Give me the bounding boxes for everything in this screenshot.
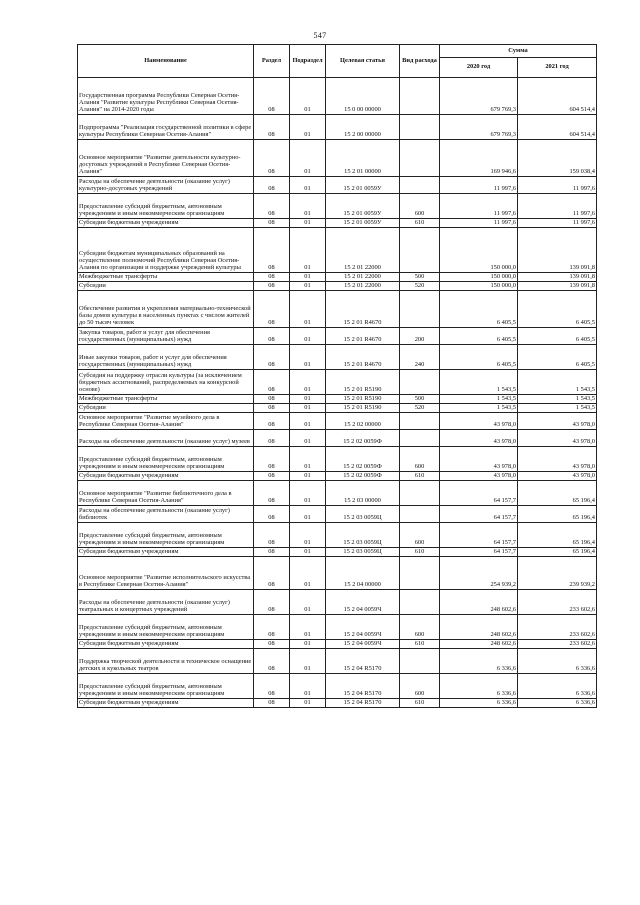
row-name: Межбюджетные трансферты [78,273,254,282]
row-subsection: 01 [290,219,326,228]
row-subsection: 01 [290,472,326,481]
row-article: 15 2 02 0059Ф [326,472,400,481]
row-sum-2020: 248 602,6 [440,640,518,649]
row-section: 08 [254,413,290,430]
row-expense-type [400,140,440,177]
row-section: 08 [254,649,290,674]
row-expense-type: 600 [400,674,440,699]
row-sum-2021: 65 196,4 [518,506,597,523]
row-name: Субсидии бюджетам муниципальных образований на осуществление полномочий Республики Северная Осетия-Алания по организации и поддержке учреждений культуры [78,228,254,273]
row-expense-type: 610 [400,699,440,708]
row-expense-type [400,78,440,115]
table-row [78,430,597,447]
row-expense-type: 600 [400,615,440,640]
row-sum-2020: 64 157,7 [440,523,518,548]
row-name: Расходы на обеспечение деятельности (оказание услуг) библиотек [78,506,254,523]
row-sum-2020: 6 405,5 [440,328,518,345]
table-header [78,45,597,78]
row-sum-2021: 604 514,4 [518,78,597,115]
row-expense-type: 520 [400,282,440,291]
row-name: Предоставление субсидий бюджетным, автономным учреждениям и иным некоммерческим организациям [78,674,254,699]
table-row [78,282,597,291]
table-row [78,640,597,649]
row-sum-2020: 11 997,6 [440,177,518,194]
row-expense-type: 610 [400,472,440,481]
row-article: 15 2 04 R5170 [326,649,400,674]
row-sum-2021: 6 336,6 [518,674,597,699]
row-sum-2020: 43 978,0 [440,430,518,447]
row-subsection: 01 [290,370,326,395]
row-subsection: 01 [290,291,326,328]
row-subsection: 01 [290,140,326,177]
row-subsection: 01 [290,481,326,506]
row-sum-2021: 43 978,0 [518,430,597,447]
row-sum-2020: 43 978,0 [440,447,518,472]
row-sum-2021: 11 997,6 [518,219,597,228]
row-article: 15 2 01 R5190 [326,395,400,404]
row-article: 15 2 01 R4670 [326,291,400,328]
row-section: 08 [254,140,290,177]
row-name: Предоставление субсидий бюджетным, автономным учреждениям и иным некоммерческим организациям [78,447,254,472]
row-subsection: 01 [290,523,326,548]
row-section: 08 [254,282,290,291]
row-sum-2020: 11 997,6 [440,194,518,219]
table-row [78,506,597,523]
row-name: Межбюджетные трансферты [78,395,254,404]
row-name: Основное мероприятие "Развитие деятельности культурно-досуговых учреждений в Республике Северная Осетия-Алания" [78,140,254,177]
row-article: 15 2 02 0059Ф [326,430,400,447]
row-section: 08 [254,674,290,699]
row-name: Предоставление субсидий бюджетным, автономным учреждениям и иным некоммерческим организациям [78,523,254,548]
table-row [78,345,597,370]
row-subsection: 01 [290,78,326,115]
row-sum-2020: 6 336,6 [440,649,518,674]
row-article: 15 2 00 00000 [326,115,400,140]
row-expense-type [400,430,440,447]
row-expense-type [400,177,440,194]
row-name: Обеспечение развития и укрепления материально-технической базы домов культуры в населенных пунктах с числом жителей до 50 тысяч человек [78,291,254,328]
row-section: 08 [254,115,290,140]
row-sum-2021: 159 038,4 [518,140,597,177]
row-subsection: 01 [290,395,326,404]
table-row [78,177,597,194]
row-article: 15 2 03 00000 [326,481,400,506]
row-article: 15 2 01 R4670 [326,345,400,370]
row-sum-2020: 6 336,6 [440,674,518,699]
row-sum-2020: 254 939,2 [440,557,518,590]
row-section: 08 [254,219,290,228]
row-section: 08 [254,291,290,328]
header-subsection: Подраздел [290,45,326,78]
row-sum-2021: 1 543,5 [518,370,597,395]
row-section: 08 [254,615,290,640]
row-section: 08 [254,345,290,370]
row-expense-type [400,228,440,273]
table-row [78,615,597,640]
row-article: 15 2 01 R5190 [326,370,400,395]
table-row [78,590,597,615]
row-sum-2020: 6 405,5 [440,291,518,328]
row-sum-2021: 1 543,5 [518,395,597,404]
row-sum-2021: 139 091,8 [518,273,597,282]
row-expense-type [400,481,440,506]
row-expense-type: 500 [400,395,440,404]
row-section: 08 [254,472,290,481]
table-row [78,481,597,506]
row-subsection: 01 [290,345,326,370]
row-name: Субсидии бюджетным учреждениям [78,699,254,708]
header-year-2021: 2021 год [518,58,597,78]
row-sum-2021: 604 514,4 [518,115,597,140]
row-subsection: 01 [290,590,326,615]
row-article: 15 2 02 00000 [326,413,400,430]
table-row [78,548,597,557]
row-subsection: 01 [290,674,326,699]
row-name: Предоставление субсидий бюджетным, автономным учреждениям и иным некоммерческим организациям [78,615,254,640]
row-sum-2020: 11 997,6 [440,219,518,228]
row-sum-2021: 6 405,5 [518,345,597,370]
row-sum-2020: 6 405,5 [440,345,518,370]
row-sum-2020: 43 978,0 [440,472,518,481]
row-article: 15 2 04 0059Ч [326,640,400,649]
row-sum-2020: 1 543,5 [440,370,518,395]
row-expense-type: 610 [400,548,440,557]
row-name: Поддержка творческой деятельности и техническое оснащение детских и кукольных театров [78,649,254,674]
row-expense-type [400,370,440,395]
row-section: 08 [254,328,290,345]
row-sum-2020: 248 602,6 [440,615,518,640]
row-expense-type: 200 [400,328,440,345]
row-sum-2020: 43 978,0 [440,413,518,430]
row-sum-2020: 1 543,5 [440,395,518,404]
row-subsection: 01 [290,404,326,413]
row-sum-2020: 150 000,0 [440,273,518,282]
table-row [78,557,597,590]
row-subsection: 01 [290,328,326,345]
row-article: 15 2 01 22000 [326,282,400,291]
row-expense-type: 520 [400,404,440,413]
row-section: 08 [254,430,290,447]
row-expense-type [400,557,440,590]
table-row [78,78,597,115]
table-row [78,472,597,481]
row-article: 15 2 01 22000 [326,273,400,282]
table-row [78,523,597,548]
row-expense-type: 610 [400,219,440,228]
row-name: Предоставление субсидий бюджетным, автономным учреждениям и иным некоммерческим организациям [78,194,254,219]
header-section: Раздел [254,45,290,78]
row-name: Субсидии бюджетным учреждениям [78,548,254,557]
row-name: Подпрограмма "Реализация государственной политики в сфере культуры Республики Северная Осетия-Алания" [78,115,254,140]
budget-table [77,44,597,708]
row-sum-2021: 1 543,5 [518,404,597,413]
row-section: 08 [254,523,290,548]
table-row [78,228,597,273]
row-name: Расходы на обеспечение деятельности (оказание услуг) музеев [78,430,254,447]
table-row [78,115,597,140]
row-section: 08 [254,481,290,506]
table-row [78,219,597,228]
row-article: 15 2 03 0059Ц [326,506,400,523]
row-name: Основное мероприятие "Развитие библиотечного дела в Республике Северная Осетия-Алания" [78,481,254,506]
row-section: 08 [254,506,290,523]
row-subsection: 01 [290,649,326,674]
row-name: Субсидии [78,404,254,413]
row-expense-type [400,590,440,615]
row-section: 08 [254,273,290,282]
row-article: 15 2 01 22000 [326,228,400,273]
row-section: 08 [254,548,290,557]
row-subsection: 01 [290,548,326,557]
row-subsection: 01 [290,640,326,649]
row-sum-2020: 150 000,0 [440,282,518,291]
row-sum-2021: 43 978,0 [518,413,597,430]
row-section: 08 [254,640,290,649]
row-sum-2021: 11 997,6 [518,194,597,219]
table-row [78,649,597,674]
row-sum-2021: 233 602,6 [518,615,597,640]
table-row [78,447,597,472]
row-sum-2020: 150 000,0 [440,228,518,273]
row-sum-2020: 64 157,7 [440,481,518,506]
row-section: 08 [254,194,290,219]
row-name: Закупка товаров, работ и услуг для обеспечения государственных (муниципальных) нужд [78,328,254,345]
row-expense-type [400,115,440,140]
table-body [78,78,597,708]
row-name: Основное мероприятие "Развитие музейного дела в Республике Северная Осетия-Алания" [78,413,254,430]
table-row [78,413,597,430]
row-sum-2021: 65 196,4 [518,481,597,506]
row-expense-type [400,506,440,523]
row-subsection: 01 [290,194,326,219]
row-sum-2021: 6 336,6 [518,649,597,674]
row-section: 08 [254,395,290,404]
row-name: Субсидии бюджетным учреждениям [78,219,254,228]
row-expense-type: 600 [400,447,440,472]
row-sum-2021: 139 091,8 [518,228,597,273]
row-name: Государственная программа Республики Северная Осетия-Алания "Развитие культуры Республики Северная Осетия-Алания" на 2014-2020 годы [78,78,254,115]
row-sum-2020: 169 946,6 [440,140,518,177]
table-row [78,194,597,219]
row-expense-type: 500 [400,273,440,282]
table-row [78,404,597,413]
row-subsection: 01 [290,506,326,523]
table-row [78,395,597,404]
row-sum-2021: 233 602,6 [518,640,597,649]
row-subsection: 01 [290,447,326,472]
row-sum-2020: 64 157,7 [440,548,518,557]
row-sum-2020: 679 769,3 [440,115,518,140]
row-subsection: 01 [290,615,326,640]
table-row [78,291,597,328]
row-sum-2021: 6 405,5 [518,328,597,345]
header-name: Наименование [78,45,254,78]
row-article: 15 2 04 00000 [326,557,400,590]
row-expense-type [400,291,440,328]
row-article: 15 2 04 0059Ч [326,615,400,640]
row-section: 08 [254,447,290,472]
row-name: Расходы на обеспечение деятельности (оказание услуг) культурно-досуговых учреждений [78,177,254,194]
row-sum-2021: 43 978,0 [518,472,597,481]
row-sum-2021: 11 997,6 [518,177,597,194]
row-sum-2021: 139 091,8 [518,282,597,291]
row-article: 15 2 01 0059У [326,177,400,194]
row-expense-type: 610 [400,640,440,649]
row-subsection: 01 [290,430,326,447]
table-row [78,370,597,395]
row-section: 08 [254,370,290,395]
row-article: 15 2 04 0059Ч [326,590,400,615]
row-section: 08 [254,557,290,590]
row-article: 15 2 04 R5170 [326,699,400,708]
row-section: 08 [254,404,290,413]
row-expense-type: 600 [400,523,440,548]
row-section: 08 [254,228,290,273]
row-name: Иные закупки товаров, работ и услуг для обеспечения государственных (муниципальных) нужд [78,345,254,370]
row-subsection: 01 [290,557,326,590]
row-name: Субсидии [78,282,254,291]
row-section: 08 [254,590,290,615]
row-article: 15 2 01 00000 [326,140,400,177]
row-sum-2020: 679 769,3 [440,78,518,115]
row-subsection: 01 [290,699,326,708]
row-expense-type [400,649,440,674]
row-sum-2021: 6 336,6 [518,699,597,708]
row-sum-2020: 64 157,7 [440,506,518,523]
row-expense-type: 240 [400,345,440,370]
row-sum-2021: 239 939,2 [518,557,597,590]
row-name: Субсидия на поддержку отрасли культуры (за исключением бюджетных ассигнований, распределяемых на конкурсной основе) [78,370,254,395]
row-name: Основное мероприятие "Развитие исполнительского искусства в Республике Северная Осетия-Алания" [78,557,254,590]
table-row [78,328,597,345]
row-article: 15 2 01 0059У [326,219,400,228]
table-row [78,273,597,282]
table-row [78,699,597,708]
row-article: 15 2 02 0059Ф [326,447,400,472]
row-subsection: 01 [290,413,326,430]
header-year-2020: 2020 год [440,58,518,78]
row-subsection: 01 [290,115,326,140]
row-name: Расходы на обеспечение деятельности (оказание услуг) театральных и концертных учреждений [78,590,254,615]
row-article: 15 2 01 0059У [326,194,400,219]
row-subsection: 01 [290,177,326,194]
row-subsection: 01 [290,282,326,291]
row-article: 15 0 00 00000 [326,78,400,115]
row-article: 15 2 01 R5190 [326,404,400,413]
row-sum-2021: 65 196,4 [518,523,597,548]
table-row [78,674,597,699]
row-article: 15 2 04 R5170 [326,674,400,699]
row-subsection: 01 [290,273,326,282]
row-sum-2021: 43 978,0 [518,447,597,472]
row-expense-type [400,413,440,430]
row-article: 15 2 03 0059Ц [326,523,400,548]
row-sum-2020: 1 543,5 [440,404,518,413]
row-expense-type: 600 [400,194,440,219]
row-section: 08 [254,177,290,194]
header-sum: Сумма [440,45,597,58]
row-article: 15 2 03 0059Ц [326,548,400,557]
row-sum-2020: 6 336,6 [440,699,518,708]
row-subsection: 01 [290,228,326,273]
row-article: 15 2 01 R4670 [326,328,400,345]
row-name: Субсидии бюджетным учреждениям [78,640,254,649]
row-sum-2021: 65 196,4 [518,548,597,557]
page-number: 547 [313,31,327,40]
row-sum-2021: 6 405,5 [518,291,597,328]
row-section: 08 [254,78,290,115]
row-sum-2020: 248 602,6 [440,590,518,615]
table-row [78,140,597,177]
header-expense-type: Вид расхода [400,45,440,78]
header-article: Целевая статья [326,45,400,78]
row-name: Субсидии бюджетным учреждениям [78,472,254,481]
row-sum-2021: 233 602,6 [518,590,597,615]
row-section: 08 [254,699,290,708]
